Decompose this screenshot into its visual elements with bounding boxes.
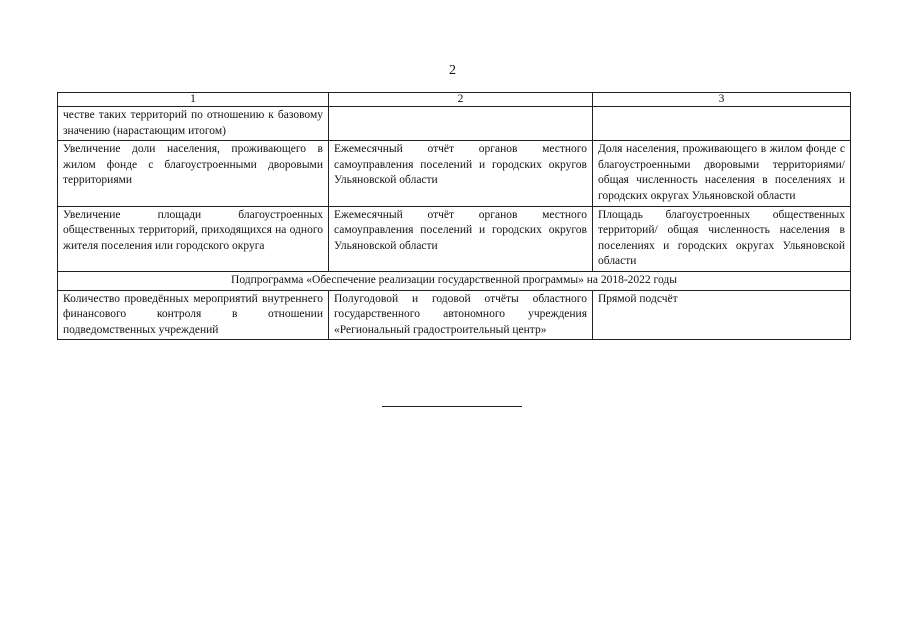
table-row — [58, 206, 851, 271]
method-cell: Площадь благоустроенных общественных территорий/ общая численность населения в поселениях и городских округах Ульяновской области — [593, 206, 851, 271]
source-cell — [329, 107, 593, 141]
subprogram-title: Подпрограмма «Обеспечение реализации государственной программы» на 2018-2022 годы — [58, 271, 851, 290]
source-cell: Полугодовой и годовой отчёты областного государственного автономного учреждения «Региональный градостроительный центр» — [329, 290, 593, 340]
end-of-document-rule — [382, 406, 522, 407]
table-row — [58, 141, 851, 206]
indicator-cell: Увеличение доли населения, проживающего в жилом фонде с благоустроенными дворовыми территориями — [58, 141, 329, 206]
table-row — [58, 290, 851, 340]
column-number-3: 3 — [593, 93, 851, 107]
method-cell: Прямой подсчёт — [593, 290, 851, 340]
table-row — [58, 107, 851, 141]
indicator-table — [57, 92, 851, 340]
source-cell: Ежемесячный отчёт органов местного самоуправления поселений и городских округов Ульяновской области — [329, 141, 593, 206]
column-number-1: 1 — [58, 93, 329, 107]
method-cell: Доля населения, проживающего в жилом фонде с благоустроенными дворовыми территориями/общая численность населения в поселениях и городских округах Ульяновской области — [593, 141, 851, 206]
source-cell: Ежемесячный отчёт органов местного самоуправления поселений и городских округов Ульяновской области — [329, 206, 593, 271]
subprogram-heading-row — [58, 271, 851, 290]
table-header-row — [58, 93, 851, 107]
indicator-cell: Количество проведённых мероприятий внутреннего финансового контроля в отношении подведомственных учреждений — [58, 290, 329, 340]
indicator-cell: Увеличение площади благоустроенных общественных территорий, приходящихся на одного жителя поселения или городского округа — [58, 206, 329, 271]
page-number: 2 — [449, 63, 456, 78]
method-cell — [593, 107, 851, 141]
indicator-cell: честве таких территорий по отношению к базовому значению (нарастающим итогом) — [58, 107, 329, 141]
column-number-2: 2 — [329, 93, 593, 107]
